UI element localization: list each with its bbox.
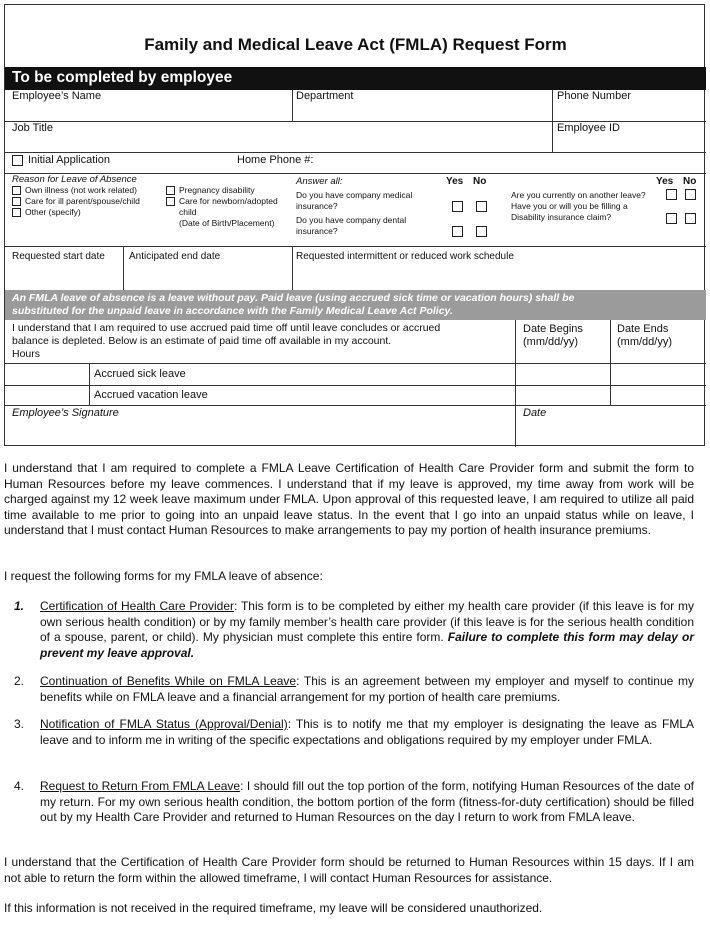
list-item — [4, 674, 694, 706]
date-begins-format: (mm/dd/yy) — [523, 336, 578, 348]
q-dental-text-2: insurance? — [296, 226, 338, 236]
signature-date-field[interactable] — [516, 420, 706, 446]
item-title: Request to Return From FMLA Leave — [40, 779, 241, 793]
schedule-label: Requested intermittent or reduced work schedule — [296, 251, 514, 262]
no-header: No — [473, 176, 487, 187]
answer-all-heading: Answer all: — [296, 176, 343, 187]
care-newborn-label: Care for newborn/adopted — [179, 196, 278, 206]
accrued-text-2: balance is depleted. Below is an estimate of paid time off available in my account. — [12, 335, 392, 347]
end-date-label: Anticipated end date — [129, 251, 221, 262]
q-other-leave-text: Are you currently on another leave? — [511, 190, 646, 200]
q-disability-text: Have you or will you be filling a — [511, 201, 628, 211]
sick-date-ends-field[interactable] — [611, 364, 706, 385]
q-medical-text-2: insurance? — [296, 201, 338, 211]
unauthorized-paragraph: If this information is not received in the required timeframe, my leave will be considered unauthorized. — [4, 901, 543, 915]
item-number: 3. — [14, 717, 25, 731]
section-header-label: To be completed by employee — [12, 69, 233, 86]
yes-header: Yes — [446, 176, 464, 187]
signature-label: Employee’s Signature — [12, 407, 119, 419]
home-phone-field[interactable] — [325, 154, 545, 170]
sick-hours-field[interactable] — [5, 364, 89, 385]
q-disability-text-2: Disability insurance claim? — [511, 212, 612, 222]
care-newborn-label-3: (Date of Birth/Placement) — [179, 218, 275, 228]
other-reason-checkbox[interactable] — [12, 208, 21, 217]
vacation-date-begins-field[interactable] — [516, 386, 610, 405]
date-ends-label: Date Ends — [617, 323, 669, 335]
start-date-label: Requested start date — [12, 251, 105, 262]
job-title-field[interactable] — [5, 135, 552, 152]
start-date-field[interactable] — [5, 263, 123, 290]
form-title: Family and Medical Leave Act (FMLA) Request Form — [144, 35, 567, 54]
acknowledgement-paragraph: I understand that I am required to complete a FMLA Leave Certification of Health Care Provider form and submit the form to Human Resources before my leave commences. I understand that if my leave is approved, my time away from work will be charged against my 12 week leave maximum under FMLA. Upon approval of this requested leave, I am required to utilize all paid time available to me prior to going into an unpaid leave status. In the event that I go into an unpaid status while on leave, I understand that I must contact Human Resources to make arrangements to pay my portion of health insurance premiums. — [4, 461, 694, 537]
other-leave-no-checkbox[interactable] — [685, 189, 696, 200]
item-text: : This is an agreement between my employer and myself to continue my benefits while on FMLA leave and a financial arrangement for my portion of health care premiums. — [40, 674, 694, 704]
sick-date-begins-field[interactable] — [516, 364, 610, 385]
phone-number-label: Phone Number — [557, 90, 631, 102]
list-item — [4, 717, 694, 765]
home-phone-label: Home Phone #: — [237, 154, 314, 166]
disability-yes-checkbox[interactable] — [666, 213, 677, 224]
section-header — [5, 67, 706, 90]
item-text: : I should fill out the top portion of the form, notifying Human Resources of the date of my return. For my own serious health condition, the bottom portion of the form (fitness-for-duty certification) should be filled out by my Health Care Provider and returned to Human Resources on the day I return to work from FMLA leave. — [40, 779, 694, 824]
item-number: 1. — [14, 599, 25, 613]
date-begins-label: Date Begins — [523, 323, 583, 335]
forms-intro: I request the following forms for my FMLA leave of absence: — [4, 569, 323, 583]
pregnancy-label: Pregnancy disability — [179, 185, 255, 195]
yes-header-2: Yes — [656, 176, 674, 187]
dental-no-checkbox[interactable] — [476, 226, 487, 237]
own-illness-checkbox[interactable] — [12, 186, 21, 195]
signature-field[interactable] — [5, 420, 515, 446]
own-illness-label: Own illness (not work related) — [25, 185, 137, 195]
date-ends-format: (mm/dd/yy) — [617, 336, 672, 348]
notice-line-1: An FMLA leave of absence is a leave without pay. Paid leave (using accrued sick time or vacation hours) shall be — [12, 292, 575, 304]
department-label: Department — [296, 90, 354, 102]
return-deadline-paragraph: I understand that the Certification of Health Care Provider form should be returned to Human Resources within 15 days. If I am not able to return the form within the allowed timeframe, I will contact Human Resources for assistance. — [4, 855, 694, 885]
employee-name-field[interactable] — [5, 103, 292, 121]
care-newborn-label-2: child — [179, 207, 197, 217]
phone-number-field[interactable] — [553, 103, 706, 121]
item-emphasis: Failure to complete this form may delay or prevent my leave approval. — [40, 630, 694, 660]
accrued-text-1: I understand that I am required to use accrued paid time off until leave concludes or accrued — [12, 322, 441, 334]
vacation-hours-field[interactable] — [5, 386, 89, 405]
no-header-2: No — [683, 176, 697, 187]
vacation-date-ends-field[interactable] — [611, 386, 706, 405]
item-number: 4. — [14, 779, 25, 793]
item-title: Notification of FMLA Status (Approval/Denial) — [40, 717, 288, 731]
schedule-field[interactable] — [293, 263, 706, 290]
signature-date-label: Date — [523, 407, 547, 419]
notice-line-2: substituted for the unpaid leave in accordance with the Family Medical Leave Act Policy. — [12, 305, 453, 317]
department-field[interactable] — [293, 103, 552, 121]
accrued-vacation-label: Accrued vacation leave — [94, 389, 208, 401]
care-ill-checkbox[interactable] — [12, 197, 21, 206]
initial-application-label: Initial Application — [28, 154, 110, 166]
care-newborn-checkbox[interactable] — [166, 197, 175, 206]
item-title: Certification of Health Care Provider — [40, 599, 235, 613]
medical-yes-checkbox[interactable] — [452, 201, 463, 212]
other-reason-label: Other (specify) — [25, 207, 81, 217]
disability-no-checkbox[interactable] — [685, 213, 696, 224]
q-dental-text: Do you have company dental — [296, 215, 407, 225]
dental-yes-checkbox[interactable] — [452, 226, 463, 237]
medical-no-checkbox[interactable] — [476, 201, 487, 212]
fmla-form — [4, 4, 705, 446]
other-leave-yes-checkbox[interactable] — [666, 189, 677, 200]
accrued-sick-label: Accrued sick leave — [94, 368, 186, 380]
list-item — [4, 599, 694, 663]
end-date-field[interactable] — [124, 263, 292, 290]
reason-heading: Reason for Leave of Absence — [12, 174, 137, 185]
item-number: 2. — [14, 674, 25, 688]
care-ill-label: Care for ill parent/spouse/child — [25, 196, 140, 206]
item-text: : This is to notify me that my employer is designating the leave as FMLA leave and to inform me in writing of the specific expectations and obligations required by my employer under FMLA. — [40, 717, 695, 747]
initial-application-checkbox[interactable] — [12, 155, 23, 166]
item-title: Continuation of Benefits While on FMLA Leave — [40, 674, 297, 688]
list-item — [4, 779, 694, 843]
pregnancy-checkbox[interactable] — [166, 186, 175, 195]
q-medical-text: Do you have company medical — [296, 190, 413, 200]
job-title-label: Job Title — [12, 122, 53, 134]
hours-label: Hours — [12, 348, 41, 360]
unpaid-leave-notice — [5, 290, 706, 320]
employee-id-label: Employee ID — [557, 122, 620, 134]
item-text: : This form is to be completed by either my health care provider (if this leave is for my own serious health condition) or by my family member’s health care provider (if this leave is for the serious health condition of a spouse, parent, or child). My physician must complete this entire form. — [40, 599, 694, 644]
employee-name-label: Employee’s Name — [12, 90, 102, 102]
employee-id-field[interactable] — [553, 135, 706, 152]
